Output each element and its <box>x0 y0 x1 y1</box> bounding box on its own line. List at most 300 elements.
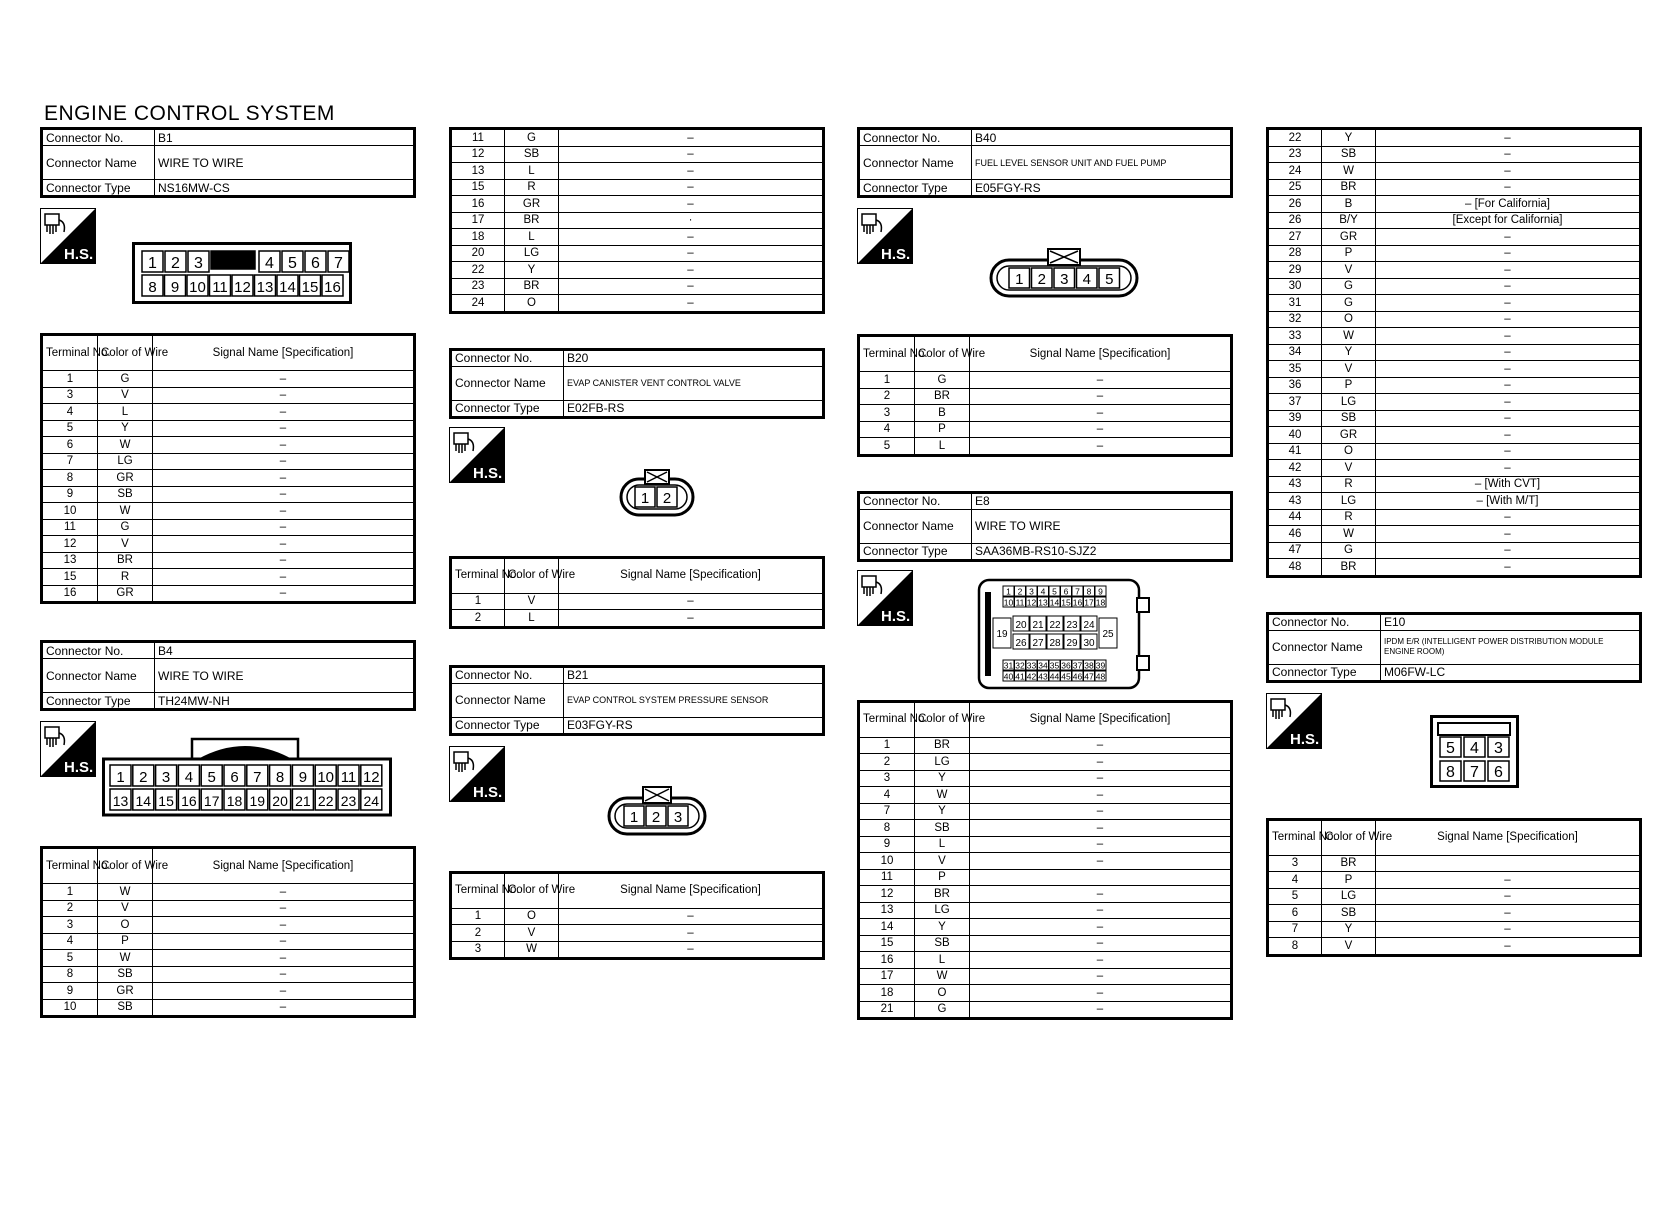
signal-name-cell: – <box>559 278 824 295</box>
signal-name-cell: – <box>970 421 1232 438</box>
label-connector-type: Connector Type <box>42 180 155 197</box>
terminal-no-cell: 11 <box>451 129 505 147</box>
table-row <box>859 836 1232 853</box>
signal-name-cell: – <box>153 950 415 967</box>
terminal-no-cell: 9 <box>859 836 915 853</box>
wire-color-cell: B <box>1322 196 1376 213</box>
wire-color-cell: GR <box>98 470 153 487</box>
pin-number: 1 <box>1015 271 1024 288</box>
pin-number: 2 <box>139 769 148 786</box>
table-row <box>1268 905 1641 922</box>
pin-number: 27 <box>1032 637 1044 649</box>
pin-number: 34 <box>1038 660 1048 670</box>
signal-name-cell: – <box>153 966 415 983</box>
label-connector-no: Connector No. <box>859 492 972 509</box>
terminal-no-cell: 43 <box>1268 493 1322 510</box>
terminal-no-cell: 12 <box>451 146 505 163</box>
table-row <box>1268 129 1641 147</box>
pin-number: 13 <box>112 793 129 809</box>
pin-number: 23 <box>1066 619 1078 631</box>
signal-name-cell: · <box>559 212 824 229</box>
terminal-no-cell: 17 <box>859 968 915 985</box>
terminal-no-cell: 23 <box>451 278 505 295</box>
label-connector-no: Connector No. <box>42 129 155 146</box>
table-row <box>1268 559 1641 577</box>
terminal-no-cell: 8 <box>42 966 98 983</box>
terminal-table-e10 <box>1266 818 1642 957</box>
wire-color-cell: SB <box>1322 146 1376 163</box>
wire-color-cell: Y <box>915 770 970 787</box>
table-row <box>1268 938 1641 956</box>
pin-number: 29 <box>1066 637 1078 649</box>
wire-color-cell: W <box>1322 163 1376 180</box>
terminal-no-cell: 22 <box>451 262 505 279</box>
wire-color-cell: V <box>98 536 153 553</box>
terminal-no-cell: 39 <box>1268 410 1322 427</box>
table-row <box>859 902 1232 919</box>
terminal-no-cell: 18 <box>451 229 505 246</box>
pin-number: 13 <box>1038 597 1048 607</box>
table-row <box>42 983 415 1000</box>
pin-number: 7 <box>1470 763 1479 781</box>
terminal-no-cell: 5 <box>1268 888 1322 905</box>
signal-name-cell: – <box>970 754 1232 771</box>
pin-number: 3 <box>673 808 683 826</box>
signal-name-cell: – <box>1376 262 1641 279</box>
pin-number: 7 <box>334 255 343 272</box>
signal-name-cell: – <box>1376 410 1641 427</box>
wire-color-cell: L <box>915 952 970 969</box>
header-signal-name: Signal Name [Specification] <box>153 335 415 371</box>
terminal-table-e8 <box>857 700 1233 1021</box>
harness-side-icon <box>40 208 96 264</box>
terminal-no-cell: 2 <box>451 610 505 628</box>
signal-name-cell: – <box>559 245 824 262</box>
table-row <box>42 519 415 536</box>
table-row <box>1268 493 1641 510</box>
connector-no-value: B1 <box>155 129 415 146</box>
pin-number: 36 <box>1061 660 1071 670</box>
signal-name-cell: – <box>153 569 415 586</box>
pin-number: 6 <box>311 255 320 272</box>
pin-number: 10 <box>1003 597 1014 607</box>
table-row <box>42 569 415 586</box>
signal-name-cell: – <box>153 999 415 1017</box>
pin-number: 4 <box>1040 586 1046 596</box>
connector-e8-diagram <box>977 578 1153 690</box>
signal-name-cell: – <box>1376 905 1641 922</box>
terminal-no-cell: 33 <box>1268 328 1322 345</box>
table-row <box>42 420 415 437</box>
connector-no-value: B21 <box>564 666 824 683</box>
wire-color-cell: V <box>915 853 970 870</box>
pin-number: 30 <box>1083 637 1095 649</box>
pin-number: 3 <box>1060 271 1069 288</box>
terminal-no-cell: 34 <box>1268 344 1322 361</box>
pin-number: 8 <box>275 769 285 786</box>
pin-number: 6 <box>230 769 239 786</box>
header-terminal-no: Terminal No. <box>451 872 505 908</box>
table-row <box>859 1001 1232 1019</box>
label-connector-type: Connector Type <box>859 180 972 197</box>
table-row <box>42 900 415 917</box>
pin-number: 46 <box>1072 671 1083 681</box>
table-row <box>1268 872 1641 889</box>
pin-number: 5 <box>288 255 297 272</box>
terminal-no-cell: 43 <box>1268 476 1322 493</box>
terminal-no-cell: 3 <box>859 770 915 787</box>
header-color-of-wire: Color of Wire <box>1322 819 1376 855</box>
signal-name-cell <box>1376 855 1641 872</box>
harness-side-icon <box>1266 693 1322 749</box>
pin-number: 8 <box>148 279 157 296</box>
pin-number: 48 <box>1095 671 1106 681</box>
wire-color-cell: GR <box>1322 229 1376 246</box>
wire-color-cell: LG <box>1322 493 1376 510</box>
table-row <box>1268 921 1641 938</box>
table-row <box>42 917 415 934</box>
signal-name-cell: – <box>970 405 1232 422</box>
terminal-no-cell: 4 <box>42 933 98 950</box>
harness-side-icon <box>857 570 913 626</box>
wire-color-cell: BR <box>1322 559 1376 577</box>
table-row <box>1268 394 1641 411</box>
terminal-table-b40 <box>857 334 1233 457</box>
pin-number: 24 <box>363 793 380 809</box>
signal-name-cell: – <box>970 438 1232 456</box>
terminal-table-e8-continued <box>1266 127 1642 578</box>
terminal-no-cell: 29 <box>1268 262 1322 279</box>
wire-color-cell: LG <box>1322 888 1376 905</box>
table-row <box>42 966 415 983</box>
signal-name-cell: – <box>559 229 824 246</box>
wire-color-cell: P <box>1322 872 1376 889</box>
wire-color-cell: W <box>915 787 970 804</box>
wire-color-cell: P <box>915 869 970 886</box>
signal-name-cell: – <box>153 585 415 603</box>
terminal-no-cell: 5 <box>42 950 98 967</box>
table-row <box>1268 476 1641 493</box>
wire-color-cell: O <box>505 908 559 925</box>
terminal-table-b1-continued <box>449 127 825 314</box>
pin-number: 6 <box>1063 586 1069 596</box>
pin-cavity <box>211 251 255 269</box>
signal-name-cell: – <box>970 935 1232 952</box>
label-connector-name: Connector Name <box>42 659 155 693</box>
pin-number: 2 <box>1037 271 1046 288</box>
table-row <box>42 371 415 388</box>
table-row <box>1268 443 1641 460</box>
pin-number: 15 <box>301 279 319 296</box>
table-row <box>1268 295 1641 312</box>
wire-color-cell: LG <box>98 453 153 470</box>
table-row <box>1268 262 1641 279</box>
wire-color-cell: BR <box>98 552 153 569</box>
pin-number: 32 <box>1015 660 1025 670</box>
pin-number: 5 <box>1052 586 1057 596</box>
pin-number: 8 <box>1086 586 1092 596</box>
signal-name-cell: – <box>970 820 1232 837</box>
wire-color-cell: G <box>915 372 970 389</box>
terminal-no-cell: 6 <box>1268 905 1322 922</box>
connector-name-value: WIRE TO WIRE <box>155 146 415 180</box>
wire-color-cell: V <box>1322 262 1376 279</box>
signal-name-cell: – <box>153 420 415 437</box>
table-row <box>451 925 824 942</box>
table-row <box>451 941 824 959</box>
table-row <box>859 787 1232 804</box>
table-row <box>451 262 824 279</box>
pin-number: 6 <box>1494 763 1503 781</box>
wire-color-cell: R <box>505 179 559 196</box>
wire-color-cell: W <box>98 950 153 967</box>
signal-name-cell: – <box>559 179 824 196</box>
pin-number: 3 <box>194 255 203 272</box>
terminal-no-cell: 15 <box>859 935 915 952</box>
wire-color-cell: SB <box>1322 410 1376 427</box>
pin-number: 22 <box>1049 619 1061 631</box>
wire-color-cell: LG <box>915 754 970 771</box>
signal-name-cell: – <box>559 908 824 925</box>
connector-face-b21 <box>607 786 707 841</box>
wire-color-cell: V <box>505 925 559 942</box>
table-row <box>451 278 824 295</box>
wire-color-cell: V <box>505 593 559 610</box>
wire-color-cell: W <box>915 968 970 985</box>
terminal-no-cell: 3 <box>42 917 98 934</box>
table-row <box>451 593 824 610</box>
connector-name-value: EVAP CONTROL SYSTEM PRESSURE SENSOR <box>564 683 824 717</box>
signal-name-cell: – <box>970 770 1232 787</box>
pin-number: 12 <box>1026 597 1037 607</box>
label-connector-no: Connector No. <box>1268 613 1381 630</box>
signal-name-cell: – <box>1376 921 1641 938</box>
table-row <box>1268 509 1641 526</box>
signal-name-cell: – <box>1376 278 1641 295</box>
wire-color-cell: Y <box>1322 129 1376 147</box>
signal-name-cell: – <box>1376 888 1641 905</box>
wire-color-cell: BR <box>915 886 970 903</box>
header-terminal-no: Terminal No. <box>451 557 505 593</box>
signal-name-cell: – <box>559 129 824 147</box>
connector-type-value: E02FB-RS <box>564 400 824 417</box>
pin-number: 25 <box>1102 628 1114 640</box>
connector-b21-diagram <box>607 786 707 836</box>
signal-name-cell: – <box>1376 229 1641 246</box>
wire-color-cell: Y <box>98 420 153 437</box>
signal-name-cell: – <box>559 146 824 163</box>
wire-color-cell: Y <box>915 803 970 820</box>
connector-b4-diagram <box>102 733 392 817</box>
wire-color-cell: SB <box>1322 905 1376 922</box>
label-connector-type: Connector Type <box>451 400 564 417</box>
wire-color-cell: V <box>1322 460 1376 477</box>
wire-color-cell: LG <box>915 902 970 919</box>
header-terminal-no: Terminal No. <box>42 848 98 884</box>
header-terminal-no: Terminal No. <box>1268 819 1322 855</box>
connector-no-value: B20 <box>564 349 824 366</box>
pin-number: 10 <box>317 769 335 786</box>
terminal-no-cell: 30 <box>1268 278 1322 295</box>
table-row <box>1268 888 1641 905</box>
hs-label: H.S. <box>881 607 911 625</box>
wire-color-cell: W <box>98 503 153 520</box>
signal-name-cell: – <box>970 902 1232 919</box>
signal-name-cell: – [With M/T] <box>1376 493 1641 510</box>
column-2 <box>449 127 825 960</box>
pin-number: 10 <box>189 279 206 296</box>
terminal-no-cell: 2 <box>859 388 915 405</box>
pin-number: 16 <box>1072 597 1083 607</box>
pin-number: 24 <box>1083 619 1095 631</box>
connector-no-value: B40 <box>972 129 1232 146</box>
terminal-no-cell: 8 <box>42 470 98 487</box>
column-3 <box>857 127 1233 1020</box>
label-connector-type: Connector Type <box>1268 664 1381 681</box>
signal-name-cell: – <box>153 519 415 536</box>
signal-name-cell: – <box>1376 460 1641 477</box>
terminal-no-cell: 1 <box>451 908 505 925</box>
header-color-of-wire: Color of Wire <box>505 557 559 593</box>
signal-name-cell: – <box>1376 311 1641 328</box>
pin-number: 2 <box>662 489 672 507</box>
signal-name-cell: – <box>970 985 1232 1002</box>
table-row <box>451 212 824 229</box>
table-row <box>1268 196 1641 213</box>
wire-color-cell: B <box>915 405 970 422</box>
wire-color-cell: G <box>98 371 153 388</box>
signal-name-cell: – <box>970 372 1232 389</box>
wire-color-cell: GR <box>1322 427 1376 444</box>
terminal-no-cell: 42 <box>1268 460 1322 477</box>
table-row <box>1268 245 1641 262</box>
terminal-no-cell: 9 <box>42 486 98 503</box>
pin-number: 26 <box>1015 637 1027 649</box>
label-connector-no: Connector No. <box>451 666 564 683</box>
pin-number: 20 <box>272 793 288 809</box>
label-connector-name: Connector Name <box>1268 630 1381 664</box>
terminal-no-cell: 13 <box>859 902 915 919</box>
table-row <box>1268 311 1641 328</box>
pin-number: 5 <box>1105 271 1114 288</box>
signal-name-cell: – <box>153 486 415 503</box>
signal-name-cell: – [For California] <box>1376 196 1641 213</box>
signal-name-cell: – <box>153 552 415 569</box>
terminal-no-cell: 4 <box>42 404 98 421</box>
signal-name-cell: – <box>559 925 824 942</box>
pin-number: 21 <box>1032 619 1044 631</box>
terminal-no-cell: 9 <box>42 983 98 1000</box>
hs-label: H.S. <box>1290 730 1320 748</box>
terminal-no-cell: 17 <box>451 212 505 229</box>
header-signal-name: Signal Name [Specification] <box>559 557 824 593</box>
terminal-no-cell: 31 <box>1268 295 1322 312</box>
signal-name-cell: – [With CVT] <box>1376 476 1641 493</box>
wire-color-cell: Y <box>505 262 559 279</box>
wire-color-cell: SB <box>98 966 153 983</box>
wire-color-cell: LG <box>505 245 559 262</box>
terminal-table-b1 <box>40 333 416 604</box>
pin-number: 12 <box>362 769 380 786</box>
pin-number: 5 <box>1446 739 1455 757</box>
table-row <box>42 470 415 487</box>
pin-number: 17 <box>1084 597 1094 607</box>
label-connector-no: Connector No. <box>859 129 972 146</box>
connector-type-value: SAA36MB-RS10-SJZ2 <box>972 543 1232 560</box>
signal-name-cell: – <box>1376 179 1641 196</box>
table-row <box>859 968 1232 985</box>
wire-color-cell: W <box>1322 526 1376 543</box>
pin-number: 16 <box>324 279 341 296</box>
terminal-no-cell: 1 <box>859 372 915 389</box>
signal-name-cell: – <box>559 610 824 628</box>
signal-name-cell: – <box>153 917 415 934</box>
wire-color-cell: G <box>505 129 559 147</box>
table-row <box>42 387 415 404</box>
harness-side-icon <box>857 208 913 264</box>
wire-color-cell: G <box>1322 542 1376 559</box>
table-row <box>859 438 1232 456</box>
table-row <box>42 536 415 553</box>
connector-header-b21 <box>449 665 825 736</box>
signal-name-cell: – <box>1376 129 1641 147</box>
connector-header-e10 <box>1266 612 1642 683</box>
terminal-no-cell: 4 <box>859 421 915 438</box>
wire-color-cell: W <box>98 884 153 901</box>
table-row <box>1268 460 1641 477</box>
wire-color-cell: Y <box>1322 921 1376 938</box>
pin-number: 2 <box>651 808 661 826</box>
connector-b1-diagram <box>132 242 352 304</box>
terminal-no-cell: 3 <box>859 405 915 422</box>
header-color-of-wire: Color of Wire <box>98 848 153 884</box>
pin-number: 1 <box>148 255 157 272</box>
wire-color-cell: O <box>98 917 153 934</box>
terminal-no-cell: 18 <box>859 985 915 1002</box>
table-row <box>1268 146 1641 163</box>
signal-name-cell: – <box>970 853 1232 870</box>
signal-name-cell: – <box>153 900 415 917</box>
table-row <box>42 486 415 503</box>
terminal-no-cell: 5 <box>859 438 915 456</box>
connector-name-value: IPDM E/R (INTELLIGENT POWER DISTRIBUTION MODULE ENGINE ROOM) <box>1381 630 1641 664</box>
pin-number: 4 <box>184 769 194 786</box>
terminal-no-cell: 46 <box>1268 526 1322 543</box>
pin-number: 11 <box>340 769 357 786</box>
table-row <box>859 985 1232 1002</box>
signal-name-cell: – <box>1376 163 1641 180</box>
header-terminal-no: Terminal No. <box>859 701 915 737</box>
signal-name-cell: – <box>153 404 415 421</box>
signal-name-cell: – <box>970 737 1232 754</box>
terminal-no-cell: 20 <box>451 245 505 262</box>
label-connector-name: Connector Name <box>859 509 972 543</box>
terminal-no-cell: 10 <box>42 503 98 520</box>
signal-name-cell: – <box>559 593 824 610</box>
wire-color-cell: V <box>1322 938 1376 956</box>
signal-name-cell: – <box>1376 427 1641 444</box>
signal-name-cell: [Except for California] <box>1376 212 1641 229</box>
pin-number: 14 <box>279 279 296 296</box>
label-connector-type: Connector Type <box>451 717 564 734</box>
wire-color-cell: L <box>505 163 559 180</box>
wire-color-cell: P <box>98 933 153 950</box>
terminal-no-cell: 41 <box>1268 443 1322 460</box>
pin-number: 7 <box>1075 586 1080 596</box>
signal-name-cell: – <box>1376 938 1641 956</box>
wire-color-cell: SB <box>98 999 153 1017</box>
wire-color-cell: L <box>915 836 970 853</box>
